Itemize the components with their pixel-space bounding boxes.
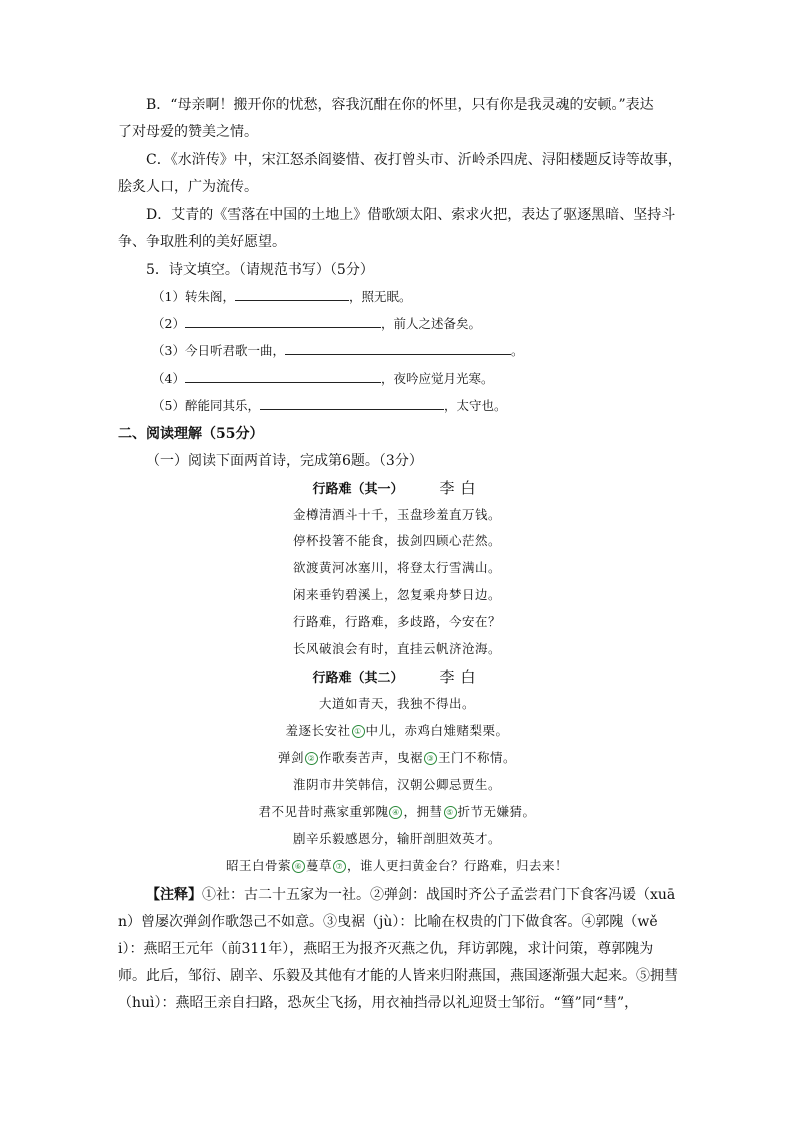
option-b-line2: 了对母爱的赞美之情。 (118, 124, 258, 140)
note-marker-5: ⑤ (444, 806, 457, 819)
fill-blank-5[interactable] (260, 397, 444, 410)
poem-1-title-line (0, 478, 794, 500)
fill-item-1 (152, 287, 411, 307)
poem-2-title-line (0, 667, 794, 689)
note-marker-4: ④ (389, 806, 402, 819)
poem-2-line-5-c: 折节无嫌猜。 (457, 804, 536, 819)
poem-2-line-2 (0, 722, 794, 740)
poem-1-line-4: 闲来垂钓碧溪上，忽复乘舟梦日边。 (292, 587, 501, 602)
poem-2-line-5-a: 君不见昔时燕家重郭隗 (258, 804, 389, 819)
poem-2-line-5 (0, 803, 794, 821)
fill-item-3-prefix: （3）今日听君歌一曲， (152, 343, 285, 358)
note-marker-7: ⑦ (333, 860, 346, 873)
fill-item-1-prefix: （1）转朱阁， (152, 289, 235, 304)
poem-2-line-7-c: ，谁人更扫黄金台？行路难，归去来！ (347, 858, 569, 873)
fill-item-3-suffix: 。 (510, 343, 524, 358)
option-c-line1: C．《水浒传》中，宋江怒杀阎婆惜、夜打曾头市、沂岭杀四虎、浔阳楼题反诗等故事， (146, 152, 682, 168)
fill-blank-2[interactable] (185, 315, 381, 328)
poem-2-author: 李白 (439, 668, 482, 686)
poem-2-line-3-a: 弹剑 (277, 750, 304, 765)
section-2-heading: 二、阅读理解（55分） (118, 426, 264, 442)
fill-item-2-prefix: （2） (152, 316, 185, 331)
poem-2-line-7-b: 蔓草 (305, 858, 332, 873)
fill-item-4 (152, 369, 493, 389)
poem-2-line-5-b: ，拥彗 (403, 804, 443, 819)
poem-2-line-4: 淮阴市井笑韩信，汉朝公卿忌贾生。 (292, 777, 501, 792)
fill-blank-1[interactable] (235, 288, 349, 301)
fill-item-2 (152, 314, 481, 334)
poem-2-line-7-a: 昭王白骨萦 (225, 858, 291, 873)
fill-item-2-suffix: ，前人之述备矣。 (380, 316, 481, 331)
option-c-line2: 脍炙人口，广为流传。 (118, 179, 258, 195)
poem-2-title: 行路难（其二） (312, 671, 404, 686)
poem-2-line-1: 大道如青天，我独不得出。 (318, 696, 475, 711)
notes-line-1-text: ①社：古二十五家为一社。②弹剑：战国时齐公子孟尝君门下食客冯谖（xuā (202, 887, 676, 903)
note-marker-2: ② (305, 752, 318, 765)
poem-1-line-3: 欲渡黄河冰塞川，将登太行雪满山。 (292, 560, 501, 575)
poem-1-author: 李白 (439, 479, 482, 497)
option-d-line1: D．艾青的《雪落在中国的土地上》借歌颂太阳、索求火把，表达了驱逐黑暗、坚持斗 (146, 207, 676, 223)
poem-2-line-3-b: 作歌奏苦声，曳裾 (318, 750, 423, 765)
poem-2-line-3-c: 王门不称情。 (438, 750, 517, 765)
fill-item-3 (152, 341, 523, 361)
fill-blank-3[interactable] (285, 342, 511, 355)
note-marker-3: ③ (424, 752, 437, 765)
notes-label: 【注释】 (146, 887, 202, 903)
poem-2-line-7 (0, 857, 794, 875)
option-b-line1: B．“母亲啊！搬开你的忧愁，容我沉酣在你的怀里，只有你是我灵魂的安顿。”表达 (146, 97, 654, 113)
notes-line-1 (146, 885, 675, 905)
poem-2-line-6: 剧辛乐毅感恩分，输肝剖胆效英才。 (292, 831, 501, 846)
fill-blank-4[interactable] (185, 370, 381, 383)
note-marker-6: ⑥ (292, 860, 305, 873)
notes-line-3: i）：燕昭王元年（前311年），燕昭王为报齐灭燕之仇，拜访郭隗，求计问策，尊郭隗为 (118, 941, 654, 957)
poem-1-line-5: 行路难，行路难，多歧路，今安在？ (292, 614, 501, 629)
option-d-line2: 争、争取胜利的美好愿望。 (118, 234, 286, 250)
poem-2-line-2-a: 羞逐长安社 (285, 723, 351, 738)
poem-2-line-3 (0, 749, 794, 767)
question-5-heading: 5．诗文填空。（请规范书写）（5分） (146, 262, 374, 278)
poem-1-title: 行路难（其一） (312, 482, 404, 497)
fill-item-4-suffix: ，夜吟应觉月光寒。 (380, 371, 494, 386)
poem-1-line-6: 长风破浪会有时，直挂云帆济沧海。 (292, 641, 501, 656)
note-marker-1: ① (352, 725, 365, 738)
section-2-sub-1: （一）阅读下面两首诗，完成第6题。（3分） (146, 453, 423, 469)
fill-item-4-prefix: （4） (152, 371, 185, 386)
fill-item-5-suffix: ，太守也。 (443, 398, 507, 413)
poem-2-line-2-b: 中儿，赤鸡白雉赌梨栗。 (365, 723, 509, 738)
notes-line-4: 师。此后，邹衍、剧辛、乐毅及其他有才能的人皆来归附燕国，燕国逐渐强大起来。⑤拥彗 (118, 968, 678, 984)
poem-1-line-2: 停杯投箸不能食，拔剑四顾心茫然。 (292, 533, 501, 548)
fill-item-5-prefix: （5）醉能同其乐， (152, 398, 260, 413)
notes-line-2: n）曾屡次弹剑作歌怨己不如意。③曳裾（jù）：比喻在权贵的门下做食客。④郭隗（wě (118, 914, 658, 930)
fill-item-5 (152, 396, 506, 416)
poem-1-line-1: 金樽清酒斗十千，玉盘珍羞直万钱。 (292, 507, 501, 522)
notes-line-5: （huì）：燕昭王亲自扫路，恐灰尘飞扬，用衣袖挡帚以礼迎贤士邹衍。“篲”同“彗”， (118, 995, 639, 1011)
fill-item-1-suffix: ，照无眠。 (348, 289, 412, 304)
